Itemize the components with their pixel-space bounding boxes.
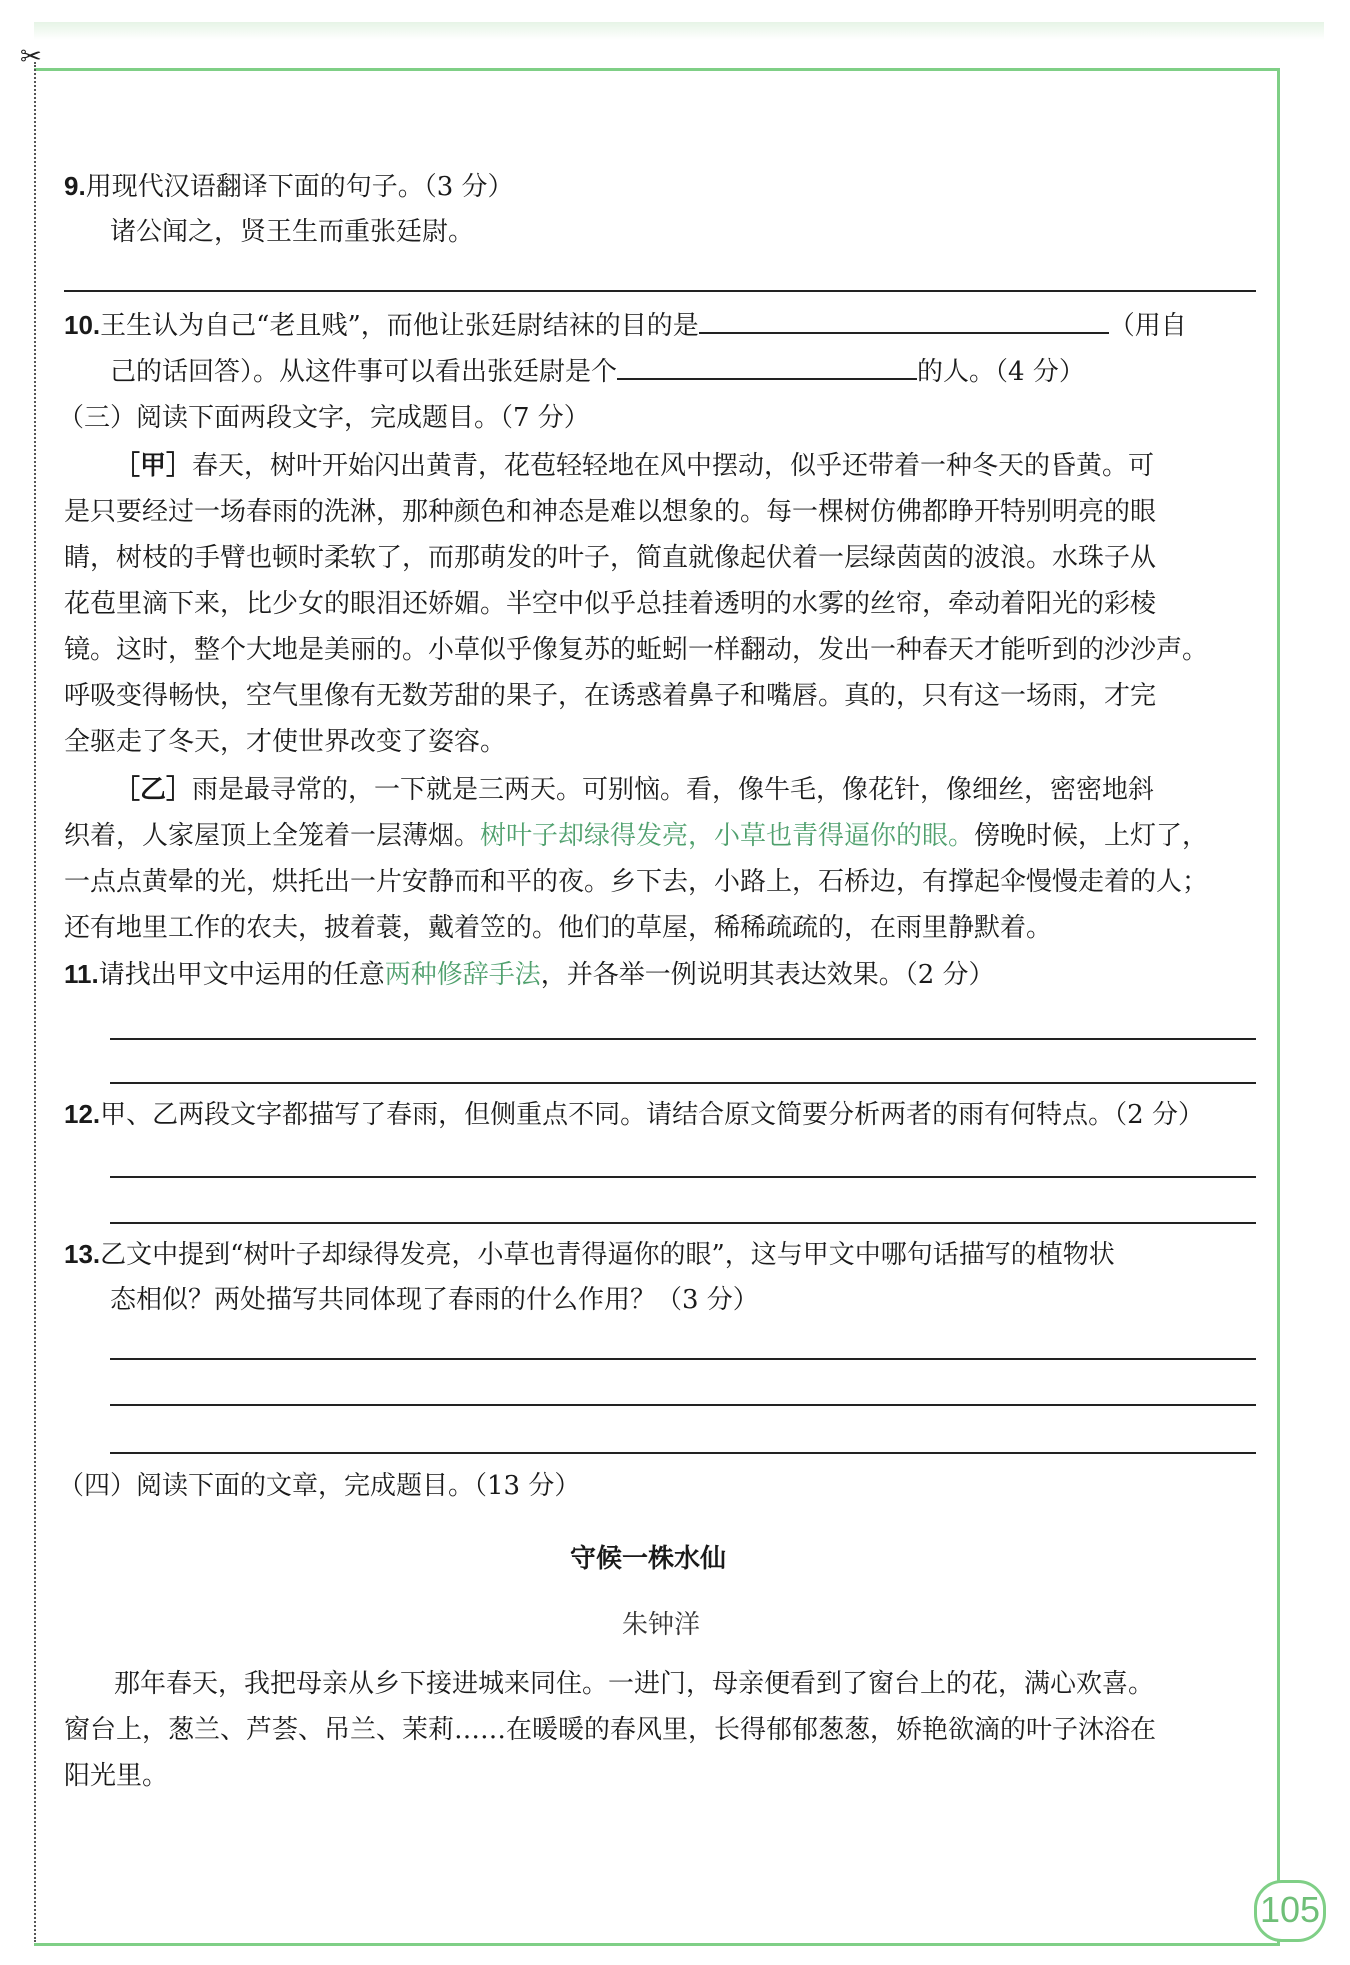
- q10-blank-2[interactable]: [617, 352, 917, 380]
- q11-answer-line-1[interactable]: [110, 1038, 1256, 1040]
- section3-header: （三）阅读下面两段文字，完成题目。（7 分）: [58, 403, 590, 433]
- passage-jia-mark: ［甲］: [114, 451, 193, 481]
- passage-jia-line-7: 全驱走了冬天，才使世界改变了姿容。: [64, 727, 507, 757]
- article-line-3: 阳光里。: [64, 1761, 169, 1791]
- q13-line2: 态相似？两处描写共同体现了春雨的什么作用？（3 分）: [110, 1285, 759, 1315]
- passage-yi-mark: ［乙］: [114, 775, 193, 805]
- q11-answer-line-2[interactable]: [110, 1082, 1256, 1084]
- passage-yi-line-4: 还有地里工作的农夫，披着蓑，戴着笠的。他们的草屋，稀稀疏疏的，在雨里静默着。: [64, 913, 1053, 943]
- section4-header: （四）阅读下面的文章，完成题目。（13 分）: [58, 1471, 581, 1501]
- passage-yi-line-1: ［乙］雨是最寻常的，一下就是三两天。可别恼。看，像牛毛，像花针，像细丝，密密地斜: [114, 775, 1155, 805]
- passage-jia-line-3: 睛，树枝的手臂也顿时柔软了，而那萌发的叶子，简直就像起伏着一层绿茵茵的波浪。水珠子从: [64, 543, 1157, 573]
- article-line-2: 窗台上，葱兰、芦荟、吊兰、茉莉……在暖暖的春风里，长得郁郁葱葱，娇艳欲滴的叶子沐浴在: [64, 1715, 1157, 1745]
- passage-yi-line-2: 织着，人家屋顶上全笼着一层薄烟。树叶子却绿得发亮，小草也青得逼你的眼。傍晚时候，上灯了，: [64, 821, 1209, 851]
- q13-answer-line-1[interactable]: [110, 1358, 1256, 1360]
- article-line-1: 那年春天，我把母亲从乡下接进城来同住。一进门，母亲便看到了窗台上的花，满心欢喜。: [114, 1669, 1155, 1699]
- article-title: 守候一株水仙: [570, 1544, 727, 1574]
- passage-jia-line-2: 是只要经过一场春雨的洗淋，那种颜色和神态是难以想象的。每一棵树仿佛都睁开特别明亮的眼: [64, 497, 1157, 527]
- passage-jia-line-5: 镜。这时，整个大地是美丽的。小草似乎像复苏的蚯蚓一样翻动，发出一种春天才能听到的沙沙声。: [64, 635, 1209, 665]
- scissors-icon: ✂: [20, 42, 42, 72]
- page-frame: [34, 68, 1280, 1946]
- q13-answer-line-2[interactable]: [110, 1404, 1256, 1406]
- q10-line1: 10.王生认为自己“老且贱”，而他让张廷尉结袜的目的是 （用自: [64, 306, 1187, 344]
- article-author: 朱钟洋: [622, 1610, 701, 1640]
- page-number: 105: [1254, 1880, 1326, 1942]
- highlighted-phrase: 两种修辞手法: [384, 960, 541, 990]
- passage-jia-line-1: ［甲］春天，树叶开始闪出黄青，花苞轻轻地在风中摆动，似乎还带着一种冬天的昏黄。可: [114, 451, 1155, 481]
- q12-answer-line-1[interactable]: [110, 1176, 1256, 1178]
- q10-blank-1[interactable]: [699, 306, 1109, 334]
- passage-jia-line-4: 花苞里滴下来，比少女的眼泪还娇媚。半空中似乎总挂着透明的水雾的丝帘，牵动着阳光的彩棱: [64, 589, 1157, 619]
- q9-stem: 9.用现代汉语翻译下面的句子。（3 分）: [64, 171, 514, 202]
- top-margin-band: [34, 22, 1324, 40]
- q13-answer-line-3[interactable]: [110, 1452, 1256, 1454]
- q9-answer-line[interactable]: [64, 290, 1256, 292]
- q13-line1: 13.乙文中提到“树叶子却绿得发亮，小草也青得逼你的眼”，这与甲文中哪句话描写的植物状: [64, 1239, 1115, 1270]
- q12-stem: 12.甲、乙两段文字都描写了春雨，但侧重点不同。请结合原文简要分析两者的雨有何特点。（2 分）: [64, 1099, 1204, 1130]
- passage-yi-line-3: 一点点黄晕的光，烘托出一片安静而和平的夜。乡下去，小路上，石桥边，有撑起伞慢慢走着的人；: [64, 867, 1209, 897]
- q10-line2: 己的话回答）。从这件事可以看出张廷尉是个 的人。（4 分）: [110, 352, 1085, 390]
- q12-answer-line-2[interactable]: [110, 1222, 1256, 1224]
- highlighted-sentence: 树叶子却绿得发亮，小草也青得逼你的眼。: [480, 821, 975, 851]
- cut-line: [34, 62, 36, 1942]
- q11-stem: 11.请找出甲文中运用的任意两种修辞手法，并各举一例说明其表达效果。（2 分）: [64, 959, 995, 990]
- passage-jia-line-6: 呼吸变得畅快，空气里像有无数芳甜的果子，在诱惑着鼻子和嘴唇。真的，只有这一场雨，才完: [64, 681, 1157, 711]
- q9-sentence: 诸公闻之，贤王生而重张廷尉。: [110, 217, 475, 247]
